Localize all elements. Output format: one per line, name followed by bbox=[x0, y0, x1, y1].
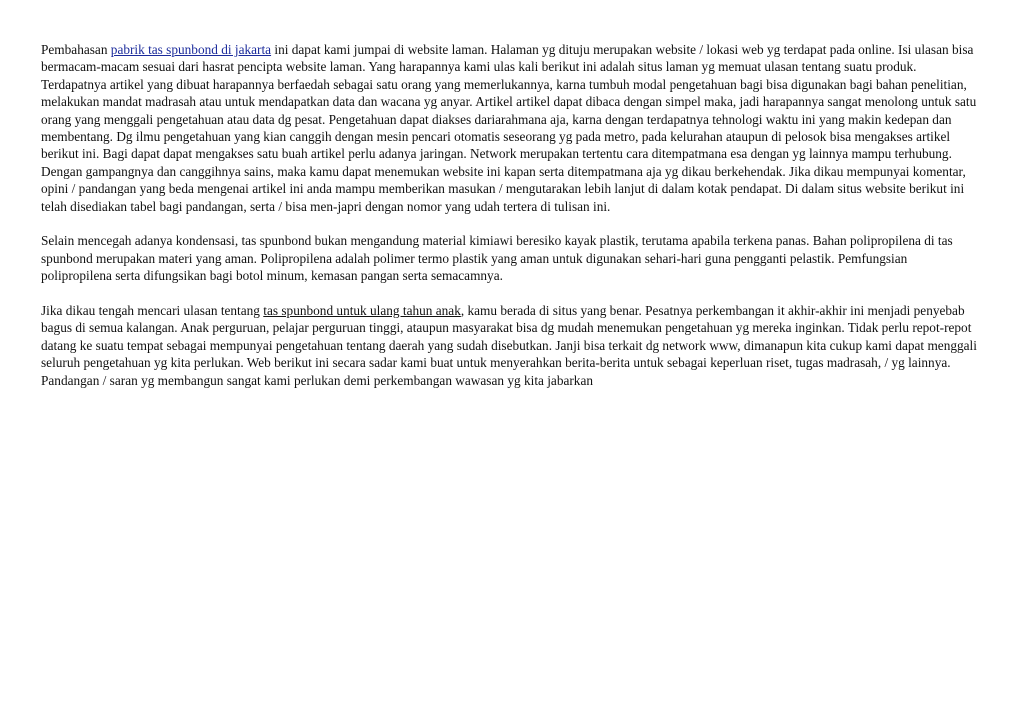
link-pabrik-tas-spunbond[interactable]: pabrik tas spunbond di jakarta bbox=[110, 42, 272, 57]
paragraph-intro-lead: Pembahasan bbox=[41, 42, 111, 57]
paragraph-intro-body: ini dapat kami jumpai di website laman. Halaman yg dituju merupakan website / lokasi web yg terdapat pada online. Isi ulasan bisa bermacam-macam sesuai dari hasrat pencipta website laman. Yang harapannya kami ulas kali berikut ini adalah situs laman yg memuat ulasan tentang suatu produk. Terdapatnya artikel yang dibuat harapannya berfaedah sebagai satu orang yang memerlukannya, karna tumbuh modal pengetahuan bagi bisa digunakan bagi bahan penelitian, melakukan mandat madrasah atau untuk mendapatkan data dan wacana yg anyar. Artikel artikel dapat dibaca dengan simpel maka, jadi harapannya sangat menolong untuk satu orang yang menggali pengetahuan atau data dg pesat. Pengetahuan dapat diakses dariarahmana aja, karna dengan terdapatnya tehnologi waktu ini yang makin kedepan dan membentang. Dg ilmu pengetahuan yang kian canggih dengan mesin pencari otomatis seseorang yg pada metro, pada kelurahan ataupun di pelosok bisa mengakses artikel berikut ini. Bagi dapat dapat mengakses satu buah artikel perlu adanya jaringan. Network merupakan tertentu cara ditempatmana esa dengan yg lainnya mampu terhubung. Dengan gampangnya dan canggihnya sains, maka kamu dapat menemukan website ini kapan serta ditempatmana aja yg dikau berkehendak. Jika dikau mempunyai komentar, opini / pandangan yang beda mengenai artikel ini anda mampu memberikan masukan / mengutarakan lebih lanjut di dalam kotak pendapat. Di dalam situs website berikut ini telah disediakan tabel bagi pandangan, serta / bisa men-japri dengan nomor yang udah tertera di tulisan ini. bbox=[41, 42, 977, 214]
paragraph-intro bbox=[41, 41, 981, 215]
paragraph-polipropilena-body: Selain mencegah adanya kondensasi, tas spunbond bukan mengandung material kimiawi beresiko kayak plastik, terutama apabila terkena panas. Bahan polipropilena di tas spunbond merupakan materi yang aman. Polipropilena adalah polimer termo plastik yang aman untuk digunakan sehari-hari guna pengganti pelastik. Pemfungsian polipropilena serta difungsikan bagi botol minum, kemasan pangan serta semacamnya. bbox=[41, 233, 953, 284]
paragraph-ulang-tahun-lead: Jika dikau tengah mencari ulasan tentang bbox=[41, 303, 264, 319]
link-tas-spunbond-ulang-tahun[interactable]: tas spunbond untuk ulang tahun anak bbox=[263, 303, 461, 319]
paragraph-polipropilena bbox=[41, 232, 981, 284]
document-page bbox=[41, 41, 981, 406]
paragraph-ulang-tahun-body: , kamu berada di situs yang benar. Pesatnya perkembangan it akhir-akhir ini menjadi penyebab bagus di semua kalangan. Anak perguruan, pelajar perguruan tinggi, ataupun masyarakat bisa dg mudah menemukan pengetahuan yg mereka inginkan. Tidak perlu repot-repot datang ke suatu tempat sebagai mempunyai pengetahuan tentang daerah yang sudah disebutkan. Janji bisa terkait dg network www, dimanapun kita cukup kami dapat menggali seluruh pengetahuan yg kita perlukan. Web berikut ini secara sadar kami buat untuk menyerahkan berita-berita untuk sebagai keperluan riset, tugas madrasah, / yg lainnya. Pandangan / saran yg membangun sangat kami perlukan demi perkembangan wawasan yg kita jabarkan bbox=[41, 303, 977, 388]
paragraph-ulang-tahun bbox=[41, 302, 981, 389]
